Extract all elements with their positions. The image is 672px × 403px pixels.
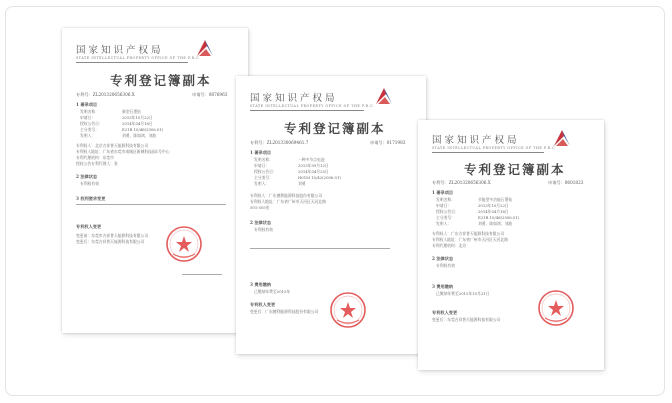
- section-bibliographic: 1 著录项目: [76, 102, 98, 107]
- patent-holder: 专利权人：广东吉祥普天能源科技有限公司: [432, 231, 505, 236]
- patent-number: 专利号：ZL201320656306.X: [76, 92, 135, 97]
- value-publication-date: 2014年04月16日: [122, 121, 153, 126]
- agency-name-en: STATE INTELLECTUAL PROPERTY OFFICE OF THE P.R.C: [250, 104, 374, 108]
- divider: [250, 248, 390, 249]
- document-title: 专利登记簿副本: [110, 73, 212, 88]
- official-seal-stamp: [328, 290, 368, 330]
- value-ipc: E21B 10/46(2006.01): [478, 215, 520, 220]
- section-fees: 3 费用缴纳: [250, 282, 272, 287]
- application-serial: 申请号：0876963: [192, 92, 228, 97]
- holder-address-line2: 501-505室: [250, 205, 270, 210]
- legal-status-value: 专利权有效: [436, 263, 455, 268]
- value-invention-name: 新型石墨钻: [122, 109, 141, 114]
- patent-register-copy-3: [418, 120, 604, 370]
- patent-holder: 专利权人：北京吉祥普天能源科技有限公司: [76, 143, 149, 148]
- holder-address: 专利权人地址：广东省东莞市南城区新城科技园1号中心: [76, 149, 170, 154]
- value-application-date: 2013年10月22日: [478, 203, 509, 208]
- value-inventor: 刘勇、陈如鸿、刘波: [478, 221, 513, 226]
- application-serial: 申请号：0601823: [548, 180, 584, 185]
- fee-status: 已缴纳年费至2015年10月21日: [436, 291, 490, 296]
- sipo-logo-icon: [552, 128, 572, 148]
- official-seal-stamp: [536, 288, 576, 328]
- section-legal-status: 2 法律状态: [76, 174, 98, 179]
- legal-status-value: 专利权有效: [254, 227, 273, 232]
- divider: [76, 204, 226, 205]
- field-inventor: 发明人：: [254, 181, 270, 186]
- holder-change-after: 变更后：东莞吉祥普天能源科技有限公司: [432, 317, 501, 322]
- value-publication-date: 2014年04月25日: [298, 169, 329, 174]
- agency-name-cn: 国家知识产权局: [76, 45, 164, 56]
- section-holder-change: 专利权人变更: [432, 310, 458, 315]
- holder-change-before: 变更前：东莞市吉祥普天能源科技有限公司: [76, 233, 149, 238]
- section-bibliographic: 1 著录项目: [250, 150, 272, 155]
- patent-holder: 专利权人：广东德利能源科技股份有限公司: [250, 193, 323, 198]
- patent-agency: 专利代理机构：东莞市: [76, 155, 114, 160]
- header-rule: [76, 62, 188, 63]
- section-fees: 3 费用缴纳: [432, 284, 454, 289]
- patent-number: 专利号：ZL201330069461.7: [250, 140, 309, 145]
- header-rule: [250, 110, 364, 111]
- field-invention-name: 发明名称：: [80, 109, 99, 114]
- field-application-date: 申请日：: [254, 163, 270, 168]
- value-ipc: H01M 10/42(2006.01): [298, 175, 341, 180]
- sipo-logo-icon: [195, 38, 215, 58]
- signature-line: [182, 274, 222, 275]
- application-serial: 申请号：0171983: [370, 140, 406, 145]
- field-publication-date: 授权公告日：: [80, 121, 103, 126]
- section-legal-status: 2 法律状态: [432, 256, 454, 261]
- patent-register-copy-1: [62, 28, 248, 333]
- field-publication-date: 授权公告日：: [254, 169, 277, 174]
- value-application-date: 2013年09月12日: [298, 163, 329, 168]
- field-ipc: 主分类号：: [436, 215, 455, 220]
- agency-name-cn: 国家知识产权局: [250, 93, 338, 104]
- fee-status: 已缴纳年费至2015年: [254, 289, 291, 294]
- holder-address: 专利权人地址：广东省广州市天河区天河北路: [432, 237, 508, 242]
- section-legal-status: 2 法律状态: [250, 220, 272, 225]
- value-inventor: 刘勇: [298, 181, 306, 186]
- official-seal-stamp: [164, 224, 204, 264]
- field-ipc: 主分类号：: [80, 127, 99, 132]
- field-invention-name: 发明名称：: [436, 197, 455, 202]
- holder-change-after: 变更后：东莞吉祥普天能源科技有限公司: [76, 239, 145, 244]
- holder-address: 专利权人地址：广东省广州市天河区天河北路: [250, 199, 326, 204]
- field-application-date: 申请日：: [80, 115, 96, 120]
- holder-change-after: 变更后：广东德利能源科技股份有限公司: [250, 309, 319, 314]
- section-bibliographic: 1 著录项目: [432, 190, 454, 195]
- legal-status-value: 专利权有效: [80, 181, 99, 186]
- patent-agent: 授权公告专利代理人：张: [76, 161, 118, 166]
- field-invention-name: 发明名称：: [254, 157, 273, 162]
- section-holder-change: 专利权人变更: [250, 302, 276, 307]
- agency-name-cn: 国家知识产权局: [432, 135, 520, 146]
- field-inventor: 发明人：: [80, 133, 96, 138]
- header-rule: [432, 152, 544, 153]
- agency-name-en: STATE INTELLECTUAL PROPERTY OFFICE OF THE P.R.C: [432, 146, 556, 150]
- value-application-date: 2013年10月22日: [122, 115, 153, 120]
- document-title: 专利登记簿副本: [464, 162, 566, 177]
- section-claims: 3 权利要求变更: [76, 196, 106, 201]
- value-ipc: E21B 10/46(2006.01): [122, 127, 164, 132]
- field-ipc: 主分类号：: [254, 175, 273, 180]
- patent-register-copy-2: [236, 76, 426, 354]
- patent-number: 专利号：ZL201320656306.X: [432, 180, 491, 185]
- agency-name-en: STATE INTELLECTUAL PROPERTY OFFICE OF THE P.R.C: [76, 56, 200, 60]
- field-inventor: 发明人：: [436, 221, 452, 226]
- section-holder-change: 专利权人变更: [76, 224, 102, 229]
- value-invention-name: 一种多节点电池: [298, 157, 325, 162]
- field-publication-date: 授权公告日：: [436, 209, 459, 214]
- value-inventor: 刘勇、陈如鸿、刘波: [122, 133, 157, 138]
- document-title: 专利登记簿副本: [284, 121, 386, 136]
- field-application-date: 申请日：: [436, 203, 452, 208]
- sipo-logo-icon: [374, 86, 394, 106]
- value-publication-date: 2014年04月16日: [478, 209, 509, 214]
- patent-agency: 专利代理机构：北京: [432, 243, 467, 248]
- value-invention-name: 节能型多功能石墨钻: [478, 197, 513, 202]
